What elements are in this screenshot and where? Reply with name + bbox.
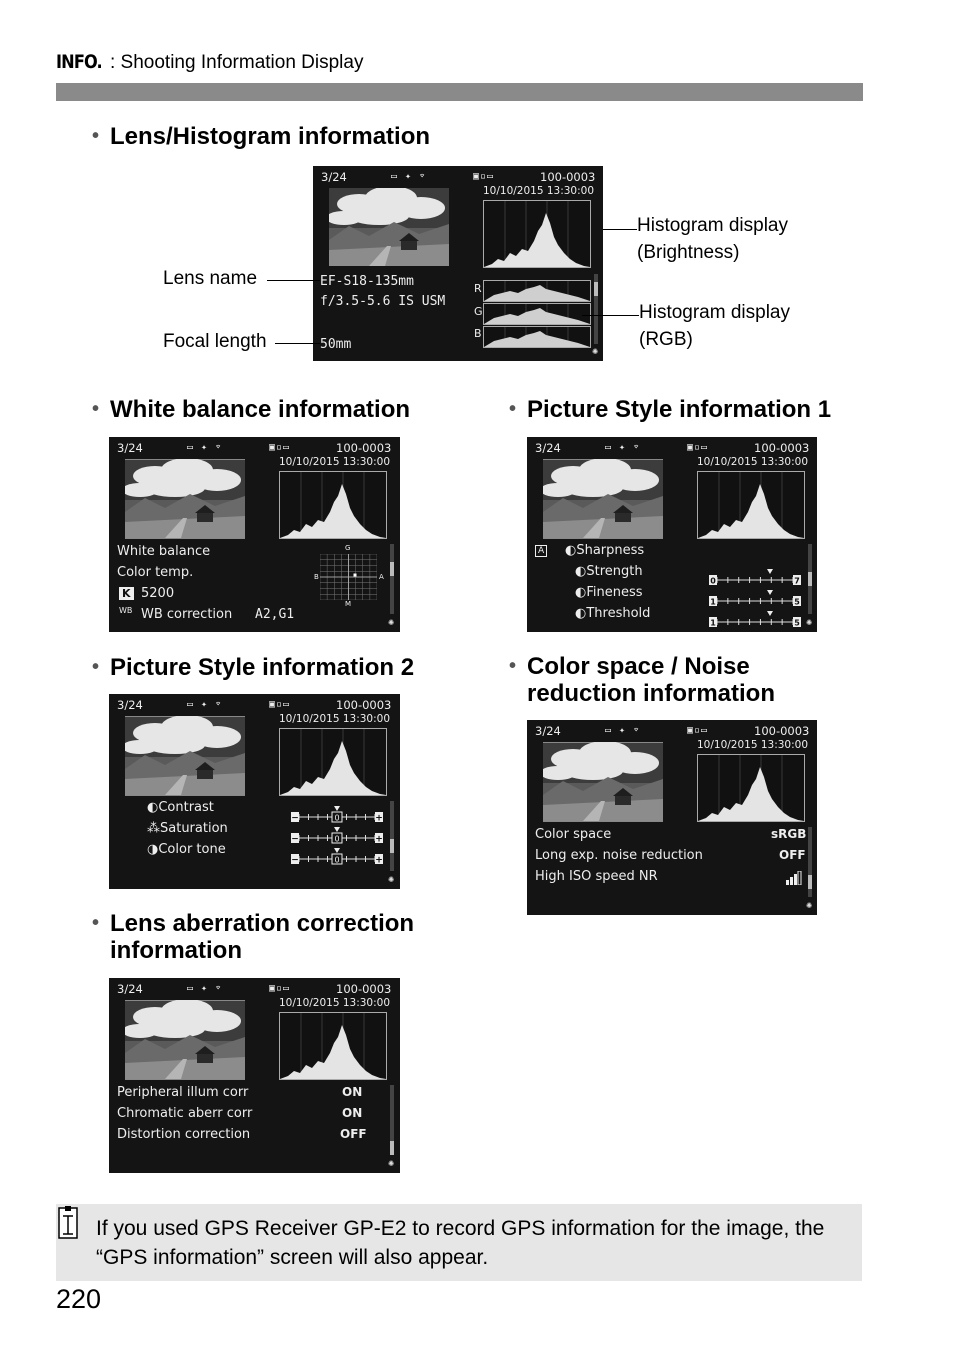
- lens-aperture: f/3.5-5.6 IS USM: [320, 294, 446, 309]
- high-iso-nr-level-icon: [786, 870, 802, 884]
- white-balance-screen: [109, 437, 400, 632]
- saturation-label: ⁂Saturation: [147, 821, 228, 836]
- focal-length: 50mm: [320, 337, 352, 352]
- wb-grid-label-a: A: [379, 573, 384, 581]
- high-iso-nr-label: High ISO speed NR: [535, 869, 658, 884]
- scrollbar: [594, 274, 598, 344]
- file-number: 100-0003: [336, 698, 392, 712]
- scrollbar: [808, 544, 812, 614]
- threshold-slider: [709, 611, 801, 632]
- slider-track: [709, 569, 801, 587]
- fineness-label: ◐Fineness: [575, 585, 643, 600]
- lens-name: EF-S18-135mm: [320, 274, 414, 289]
- histogram-brightness: [279, 1012, 387, 1080]
- file-number: 100-0003: [754, 441, 810, 455]
- histogram-red: [483, 280, 591, 302]
- protect-icons: ▣▫▭: [687, 725, 709, 736]
- wb-correction-icon: WB: [119, 606, 133, 615]
- protect-icons: ▣▫▭: [687, 442, 709, 453]
- wb-correction-label: WB correction: [141, 607, 233, 622]
- callout-line-rgb: [582, 315, 639, 316]
- chromatic-aberr-label: Chromatic aberr corr: [117, 1106, 253, 1121]
- dial-icon: ✺: [387, 1158, 395, 1169]
- callout-histogram-rgb: Histogram display (RGB): [639, 302, 790, 350]
- note-text: If you used GPS Receiver GP-E2 to record GPS information for the image, the “GPS information” screen will also appear.: [96, 1217, 825, 1269]
- contrast-icon: ◐: [147, 800, 159, 815]
- status-icons: ▭ ✦ ⌔: [187, 983, 223, 994]
- distortion-value: OFF: [340, 1127, 367, 1141]
- datetime: 10/10/2015 13:30:00: [483, 185, 595, 197]
- slider-track: [291, 827, 383, 845]
- info-button-mark: INFO.: [56, 51, 102, 73]
- page-number: 220: [56, 1284, 102, 1314]
- rgb-label-g: G: [474, 305, 483, 318]
- file-number: 100-0003: [336, 441, 392, 455]
- svg-text:+: +: [375, 813, 383, 824]
- callout-lens-name: Lens name: [163, 268, 258, 289]
- scrollbar: [390, 544, 394, 614]
- svg-text:7: 7: [794, 576, 800, 586]
- status-icons: ▭ ✦ ⌔: [605, 725, 641, 736]
- histogram-brightness: [279, 471, 387, 539]
- file-number: 100-0003: [754, 724, 810, 738]
- frame-counter: 3/24: [117, 698, 143, 712]
- scrollbar: [808, 827, 812, 897]
- svg-text:+: +: [375, 855, 383, 866]
- callout-focal-length: Focal length: [163, 331, 267, 352]
- histogram-brightness: [483, 200, 591, 268]
- protect-icons: ▣▫▭: [473, 171, 495, 182]
- svg-text:−: −: [291, 834, 299, 845]
- picture-style-2-screen: [109, 694, 400, 889]
- contrast-label: ◐Contrast: [147, 800, 214, 815]
- section-title-white-balance: • White balance information: [92, 396, 411, 423]
- photo-thumbnail: [329, 188, 449, 266]
- histogram-green: [483, 303, 591, 325]
- slider-track: [709, 611, 801, 629]
- status-icons: ▭ ✦ ⌔: [187, 442, 223, 453]
- threshold-icon: ◐: [575, 606, 587, 621]
- histogram-brightness: [279, 728, 387, 796]
- color-tone-slider: [291, 848, 383, 870]
- frame-counter: 3/24: [117, 982, 143, 996]
- dial-icon: ✺: [387, 617, 395, 628]
- section-title-lens-aberration: • Lens aberration correction information: [92, 910, 415, 964]
- wb-shift-grid: [320, 554, 377, 600]
- color-space-screen: [527, 720, 817, 915]
- protect-icons: ▣▫▭: [269, 442, 291, 453]
- frame-counter: 3/24: [321, 170, 347, 184]
- section-title-picture-style-1: • Picture Style information 1: [509, 396, 832, 423]
- svg-text:−: −: [291, 813, 299, 824]
- callout-line-focal-length: [275, 343, 320, 344]
- file-number: 100-0003: [336, 982, 392, 996]
- wb-grid-label-b: B: [314, 573, 319, 581]
- sharpness-icon: ◐: [565, 543, 577, 558]
- long-exp-nr-label: Long exp. noise reduction: [535, 848, 703, 863]
- svg-text:1: 1: [710, 597, 716, 607]
- photo-thumbnail: [543, 459, 663, 539]
- peripheral-illum-label: Peripheral illum corr: [117, 1085, 249, 1100]
- wb-grid-label-g: G: [345, 544, 351, 552]
- photo-thumbnail: [125, 1000, 245, 1080]
- long-exp-nr-value: OFF: [779, 848, 806, 862]
- strength-label: ◐Strength: [575, 564, 643, 579]
- memo-icon: [56, 1206, 80, 1240]
- chromatic-aberr-value: ON: [342, 1106, 363, 1120]
- datetime: 10/10/2015 13:30:00: [697, 456, 809, 468]
- callout-line-brightness: [603, 229, 637, 230]
- color-tone-label: ◑Color tone: [147, 842, 226, 857]
- rgb-label-b: B: [474, 327, 482, 340]
- lens-histogram-screen: [313, 166, 603, 361]
- color-tone-icon: ◑: [147, 842, 159, 857]
- datetime: 10/10/2015 13:30:00: [279, 997, 391, 1009]
- file-number: 100-0003: [540, 170, 596, 184]
- peripheral-illum-value: ON: [342, 1085, 363, 1099]
- photo-thumbnail: [543, 742, 663, 822]
- scrollbar: [390, 801, 394, 871]
- section-title-lens-histogram: • Lens/Histogram information: [92, 123, 431, 150]
- status-icons: ▭ ✦ ⌔: [187, 699, 223, 710]
- datetime: 10/10/2015 13:30:00: [279, 456, 391, 468]
- dial-icon: ✺: [387, 874, 395, 885]
- fineness-icon: ◐: [575, 585, 587, 600]
- svg-text:5: 5: [794, 618, 800, 628]
- photo-thumbnail: [125, 716, 245, 796]
- wb-label: White balance: [117, 544, 211, 559]
- scrollbar: [390, 1085, 394, 1155]
- wb-grid-label-m: M: [345, 600, 352, 608]
- histogram-blue: [483, 326, 591, 348]
- contrast-slider: [291, 806, 383, 828]
- color-temp-label: Color temp.: [117, 565, 194, 580]
- kelvin-icon: K: [119, 587, 134, 600]
- distortion-label: Distortion correction: [117, 1127, 251, 1142]
- strength-icon: ◐: [575, 564, 587, 579]
- slider-track: [709, 590, 801, 608]
- frame-counter: 3/24: [535, 441, 561, 455]
- dial-icon: ✺: [805, 617, 813, 628]
- frame-counter: 3/24: [535, 724, 561, 738]
- svg-text:+: +: [375, 834, 383, 845]
- section-title-color-space: • Color space / Noise reduction information: [509, 653, 775, 707]
- page-header-title: : Shooting Information Display: [110, 52, 364, 73]
- dial-icon: ✺: [805, 900, 813, 911]
- svg-text:−: −: [291, 855, 299, 866]
- saturation-slider: [291, 827, 383, 849]
- slider-track: [291, 848, 383, 866]
- picture-style-auto-icon: A: [535, 545, 547, 557]
- svg-text:0: 0: [334, 834, 340, 844]
- svg-text:0: 0: [334, 855, 340, 865]
- rgb-label-r: R: [474, 282, 482, 295]
- saturation-icon: ⁂: [147, 821, 160, 836]
- threshold-label: ◐Threshold: [575, 606, 651, 621]
- datetime: 10/10/2015 13:30:00: [697, 739, 809, 751]
- histogram-brightness: [697, 471, 805, 539]
- color-space-value: sRGB: [771, 827, 807, 841]
- protect-icons: ▣▫▭: [269, 983, 291, 994]
- photo-thumbnail: [125, 459, 245, 539]
- svg-text:1: 1: [710, 618, 716, 628]
- lens-aberration-screen: [109, 978, 400, 1173]
- section-title-picture-style-2: • Picture Style information 2: [92, 654, 415, 681]
- protect-icons: ▣▫▭: [269, 699, 291, 710]
- svg-text:0: 0: [334, 813, 340, 823]
- strength-slider: [709, 569, 801, 591]
- fineness-slider: [709, 590, 801, 612]
- dial-icon: ✺: [591, 346, 599, 357]
- status-icons: ▭ ✦ ⌔: [391, 171, 427, 182]
- svg-text:0: 0: [710, 576, 716, 586]
- callout-histogram-brightness: Histogram display (Brightness): [637, 215, 788, 263]
- slider-track: [291, 806, 383, 824]
- kelvin-value: 5200: [141, 586, 175, 601]
- datetime: 10/10/2015 13:30:00: [279, 713, 391, 725]
- wb-correction-value: A2,G1: [255, 607, 295, 622]
- histogram-brightness: [697, 754, 805, 822]
- svg-text:5: 5: [794, 597, 800, 607]
- callout-line-lens-name: [267, 280, 320, 281]
- color-space-label: Color space: [535, 827, 612, 842]
- frame-counter: 3/24: [117, 441, 143, 455]
- status-icons: ▭ ✦ ⌔: [605, 442, 641, 453]
- header-divider-bar: [56, 83, 863, 101]
- picture-style-1-screen: [527, 437, 817, 632]
- sharpness-label: ◐Sharpness: [565, 543, 645, 558]
